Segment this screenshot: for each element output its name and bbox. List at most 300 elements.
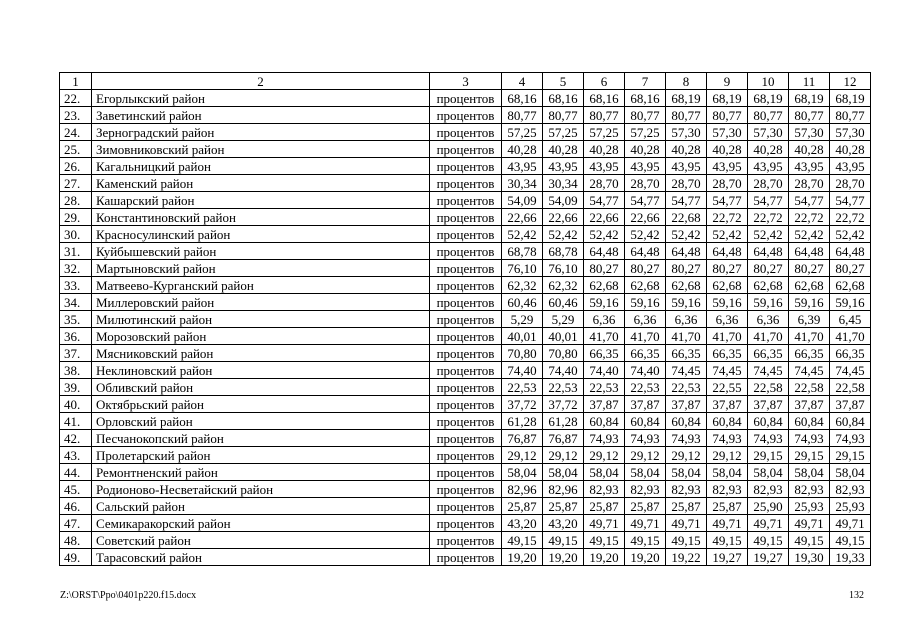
data-table: [59, 72, 871, 566]
value-cell: 52,42: [666, 226, 707, 243]
table-row: [60, 447, 871, 464]
value-cell: 52,42: [502, 226, 543, 243]
value-cell: 49,15: [830, 532, 871, 549]
value-cell: 22,72: [707, 209, 748, 226]
row-number-cell: 27.: [60, 175, 92, 192]
table-row: [60, 158, 871, 175]
row-number-cell: 46.: [60, 498, 92, 515]
header-cell: 3: [430, 73, 502, 90]
district-name-cell: Заветинский район: [92, 107, 430, 124]
value-cell: 66,35: [748, 345, 789, 362]
row-number-cell: 48.: [60, 532, 92, 549]
value-cell: 58,04: [584, 464, 625, 481]
row-number-cell: 25.: [60, 141, 92, 158]
district-name-cell: Родионово-Несветайский район: [92, 481, 430, 498]
value-cell: 41,70: [584, 328, 625, 345]
value-cell: 64,48: [789, 243, 830, 260]
unit-cell: процентов: [430, 379, 502, 396]
value-cell: 22,72: [830, 209, 871, 226]
district-name-cell: Кагальницкий район: [92, 158, 430, 175]
value-cell: 54,09: [502, 192, 543, 209]
value-cell: 59,16: [666, 294, 707, 311]
value-cell: 82,93: [748, 481, 789, 498]
row-number-cell: 37.: [60, 345, 92, 362]
value-cell: 41,70: [625, 328, 666, 345]
value-cell: 40,28: [707, 141, 748, 158]
value-cell: 58,04: [748, 464, 789, 481]
value-cell: 6,39: [789, 311, 830, 328]
value-cell: 60,46: [543, 294, 584, 311]
value-cell: 22,53: [625, 379, 666, 396]
value-cell: 28,70: [707, 175, 748, 192]
value-cell: 80,27: [584, 260, 625, 277]
value-cell: 58,04: [625, 464, 666, 481]
value-cell: 37,87: [666, 396, 707, 413]
row-number-cell: 33.: [60, 277, 92, 294]
district-name-cell: Сальский район: [92, 498, 430, 515]
value-cell: 40,28: [625, 141, 666, 158]
value-cell: 43,20: [543, 515, 584, 532]
row-number-cell: 22.: [60, 90, 92, 107]
row-number-cell: 24.: [60, 124, 92, 141]
unit-cell: процентов: [430, 549, 502, 566]
value-cell: 80,27: [707, 260, 748, 277]
value-cell: 41,70: [748, 328, 789, 345]
row-number-cell: 23.: [60, 107, 92, 124]
value-cell: 28,70: [584, 175, 625, 192]
row-number-cell: 30.: [60, 226, 92, 243]
value-cell: 74,93: [748, 430, 789, 447]
value-cell: 6,36: [748, 311, 789, 328]
value-cell: 66,35: [707, 345, 748, 362]
value-cell: 60,84: [584, 413, 625, 430]
value-cell: 40,01: [543, 328, 584, 345]
row-number-cell: 45.: [60, 481, 92, 498]
unit-cell: процентов: [430, 226, 502, 243]
value-cell: 80,27: [625, 260, 666, 277]
value-cell: 82,93: [830, 481, 871, 498]
value-cell: 80,27: [666, 260, 707, 277]
value-cell: 29,15: [789, 447, 830, 464]
district-name-cell: Орловский район: [92, 413, 430, 430]
value-cell: 25,90: [748, 498, 789, 515]
value-cell: 43,95: [707, 158, 748, 175]
unit-cell: процентов: [430, 396, 502, 413]
unit-cell: процентов: [430, 107, 502, 124]
value-cell: 37,87: [748, 396, 789, 413]
district-name-cell: Мартыновский район: [92, 260, 430, 277]
value-cell: 74,45: [748, 362, 789, 379]
value-cell: 25,87: [625, 498, 666, 515]
value-cell: 52,42: [625, 226, 666, 243]
value-cell: 52,42: [543, 226, 584, 243]
value-cell: 19,27: [707, 549, 748, 566]
value-cell: 68,19: [748, 90, 789, 107]
row-number-cell: 28.: [60, 192, 92, 209]
value-cell: 68,19: [789, 90, 830, 107]
unit-cell: процентов: [430, 90, 502, 107]
value-cell: 68,19: [830, 90, 871, 107]
value-cell: 37,72: [543, 396, 584, 413]
value-cell: 40,28: [502, 141, 543, 158]
row-number-cell: 32.: [60, 260, 92, 277]
value-cell: 66,35: [666, 345, 707, 362]
value-cell: 58,04: [502, 464, 543, 481]
value-cell: 57,30: [666, 124, 707, 141]
unit-cell: процентов: [430, 447, 502, 464]
value-cell: 74,93: [830, 430, 871, 447]
table-row: [60, 209, 871, 226]
value-cell: 41,70: [789, 328, 830, 345]
table-row: [60, 549, 871, 566]
table-row: [60, 481, 871, 498]
value-cell: 80,77: [789, 107, 830, 124]
value-cell: 66,35: [584, 345, 625, 362]
value-cell: 52,42: [789, 226, 830, 243]
value-cell: 52,42: [748, 226, 789, 243]
value-cell: 58,04: [666, 464, 707, 481]
row-number-cell: 29.: [60, 209, 92, 226]
value-cell: 52,42: [584, 226, 625, 243]
district-name-cell: Милютинский район: [92, 311, 430, 328]
table-row: [60, 379, 871, 396]
value-cell: 60,84: [707, 413, 748, 430]
value-cell: 59,16: [748, 294, 789, 311]
value-cell: 58,04: [543, 464, 584, 481]
value-cell: 22,53: [543, 379, 584, 396]
value-cell: 80,77: [707, 107, 748, 124]
unit-cell: процентов: [430, 209, 502, 226]
table-row: [60, 243, 871, 260]
district-name-cell: Пролетарский район: [92, 447, 430, 464]
value-cell: 80,77: [830, 107, 871, 124]
value-cell: 62,68: [625, 277, 666, 294]
value-cell: 57,25: [625, 124, 666, 141]
value-cell: 62,32: [502, 277, 543, 294]
value-cell: 59,16: [707, 294, 748, 311]
district-name-cell: Егорлыкский район: [92, 90, 430, 107]
value-cell: 40,28: [666, 141, 707, 158]
value-cell: 19,20: [584, 549, 625, 566]
header-cell: 6: [584, 73, 625, 90]
value-cell: 49,15: [543, 532, 584, 549]
value-cell: 43,20: [502, 515, 543, 532]
value-cell: 64,48: [748, 243, 789, 260]
row-number-cell: 38.: [60, 362, 92, 379]
value-cell: 60,46: [502, 294, 543, 311]
value-cell: 22,53: [584, 379, 625, 396]
value-cell: 57,30: [707, 124, 748, 141]
district-name-cell: Обливский район: [92, 379, 430, 396]
footer-file-path: Z:\ORST\Ppo\0401p220.f15.docx: [60, 590, 197, 601]
value-cell: 29,12: [502, 447, 543, 464]
value-cell: 29,15: [830, 447, 871, 464]
district-name-cell: Советский район: [92, 532, 430, 549]
value-cell: 68,16: [584, 90, 625, 107]
value-cell: 19,33: [830, 549, 871, 566]
value-cell: 40,28: [584, 141, 625, 158]
value-cell: 62,68: [789, 277, 830, 294]
table-row: [60, 294, 871, 311]
table-row: [60, 464, 871, 481]
value-cell: 76,87: [502, 430, 543, 447]
row-number-cell: 34.: [60, 294, 92, 311]
value-cell: 76,10: [502, 260, 543, 277]
value-cell: 43,95: [666, 158, 707, 175]
value-cell: 22,58: [789, 379, 830, 396]
value-cell: 54,77: [625, 192, 666, 209]
value-cell: 62,68: [666, 277, 707, 294]
row-number-cell: 35.: [60, 311, 92, 328]
value-cell: 60,84: [830, 413, 871, 430]
district-name-cell: Песчанокопский район: [92, 430, 430, 447]
unit-cell: процентов: [430, 124, 502, 141]
value-cell: 62,32: [543, 277, 584, 294]
value-cell: 25,87: [584, 498, 625, 515]
table-row: [60, 430, 871, 447]
value-cell: 68,16: [502, 90, 543, 107]
value-cell: 57,30: [830, 124, 871, 141]
value-cell: 22,72: [789, 209, 830, 226]
district-name-cell: Зимовниковский район: [92, 141, 430, 158]
value-cell: 68,19: [666, 90, 707, 107]
unit-cell: процентов: [430, 158, 502, 175]
value-cell: 59,16: [584, 294, 625, 311]
value-cell: 19,20: [543, 549, 584, 566]
value-cell: 40,01: [502, 328, 543, 345]
header-cell: 7: [625, 73, 666, 90]
unit-cell: процентов: [430, 192, 502, 209]
value-cell: 66,35: [789, 345, 830, 362]
value-cell: 54,77: [748, 192, 789, 209]
table-body: [60, 73, 871, 566]
value-cell: 82,93: [707, 481, 748, 498]
unit-cell: процентов: [430, 464, 502, 481]
table-row: [60, 175, 871, 192]
value-cell: 25,93: [830, 498, 871, 515]
value-cell: 59,16: [830, 294, 871, 311]
value-cell: 64,48: [625, 243, 666, 260]
value-cell: 62,68: [830, 277, 871, 294]
value-cell: 41,70: [830, 328, 871, 345]
value-cell: 62,68: [584, 277, 625, 294]
unit-cell: процентов: [430, 311, 502, 328]
value-cell: 22,53: [502, 379, 543, 396]
value-cell: 22,68: [666, 209, 707, 226]
value-cell: 82,93: [584, 481, 625, 498]
value-cell: 58,04: [707, 464, 748, 481]
table-row: [60, 413, 871, 430]
value-cell: 43,95: [748, 158, 789, 175]
value-cell: 6,45: [830, 311, 871, 328]
value-cell: 80,77: [584, 107, 625, 124]
unit-cell: процентов: [430, 515, 502, 532]
value-cell: 68,78: [543, 243, 584, 260]
unit-cell: процентов: [430, 345, 502, 362]
value-cell: 28,70: [748, 175, 789, 192]
value-cell: 19,20: [502, 549, 543, 566]
value-cell: 37,87: [584, 396, 625, 413]
value-cell: 80,27: [789, 260, 830, 277]
value-cell: 60,84: [748, 413, 789, 430]
district-name-cell: Тарасовский район: [92, 549, 430, 566]
value-cell: 49,71: [666, 515, 707, 532]
district-name-cell: Кашарский район: [92, 192, 430, 209]
value-cell: 40,28: [789, 141, 830, 158]
value-cell: 49,15: [502, 532, 543, 549]
district-name-cell: Миллеровский район: [92, 294, 430, 311]
value-cell: 40,28: [543, 141, 584, 158]
row-number-cell: 44.: [60, 464, 92, 481]
value-cell: 22,55: [707, 379, 748, 396]
value-cell: 68,78: [502, 243, 543, 260]
value-cell: 62,68: [748, 277, 789, 294]
value-cell: 74,45: [830, 362, 871, 379]
value-cell: 68,16: [543, 90, 584, 107]
value-cell: 25,87: [502, 498, 543, 515]
row-number-cell: 41.: [60, 413, 92, 430]
value-cell: 82,93: [625, 481, 666, 498]
value-cell: 76,87: [543, 430, 584, 447]
value-cell: 49,71: [830, 515, 871, 532]
value-cell: 54,77: [830, 192, 871, 209]
unit-cell: процентов: [430, 481, 502, 498]
value-cell: 5,29: [502, 311, 543, 328]
table-row: [60, 345, 871, 362]
header-cell: 9: [707, 73, 748, 90]
district-name-cell: Константиновский район: [92, 209, 430, 226]
value-cell: 6,36: [666, 311, 707, 328]
value-cell: 49,71: [584, 515, 625, 532]
unit-cell: процентов: [430, 277, 502, 294]
value-cell: 80,77: [502, 107, 543, 124]
value-cell: 74,93: [625, 430, 666, 447]
table-row: [60, 260, 871, 277]
value-cell: 49,15: [666, 532, 707, 549]
row-number-cell: 49.: [60, 549, 92, 566]
value-cell: 58,04: [789, 464, 830, 481]
value-cell: 49,71: [625, 515, 666, 532]
value-cell: 37,87: [707, 396, 748, 413]
value-cell: 74,45: [789, 362, 830, 379]
district-name-cell: Куйбышевский район: [92, 243, 430, 260]
value-cell: 76,10: [543, 260, 584, 277]
value-cell: 74,93: [584, 430, 625, 447]
value-cell: 6,36: [707, 311, 748, 328]
value-cell: 19,20: [625, 549, 666, 566]
value-cell: 40,28: [748, 141, 789, 158]
value-cell: 64,48: [666, 243, 707, 260]
value-cell: 58,04: [830, 464, 871, 481]
header-cell: 5: [543, 73, 584, 90]
value-cell: 66,35: [830, 345, 871, 362]
value-cell: 29,12: [625, 447, 666, 464]
value-cell: 43,95: [789, 158, 830, 175]
value-cell: 29,12: [543, 447, 584, 464]
value-cell: 82,96: [543, 481, 584, 498]
value-cell: 80,27: [830, 260, 871, 277]
table-row: [60, 141, 871, 158]
row-number-cell: 40.: [60, 396, 92, 413]
row-number-cell: 26.: [60, 158, 92, 175]
value-cell: 22,66: [584, 209, 625, 226]
value-cell: 54,77: [584, 192, 625, 209]
value-cell: 49,15: [707, 532, 748, 549]
unit-cell: процентов: [430, 175, 502, 192]
unit-cell: процентов: [430, 328, 502, 345]
table-row: [60, 311, 871, 328]
value-cell: 22,53: [666, 379, 707, 396]
value-cell: 57,30: [748, 124, 789, 141]
district-name-cell: Семикаракорский район: [92, 515, 430, 532]
value-cell: 74,40: [625, 362, 666, 379]
value-cell: 54,09: [543, 192, 584, 209]
unit-cell: процентов: [430, 294, 502, 311]
value-cell: 68,19: [707, 90, 748, 107]
value-cell: 22,72: [748, 209, 789, 226]
table-row: [60, 192, 871, 209]
value-cell: 30,34: [502, 175, 543, 192]
row-number-cell: 39.: [60, 379, 92, 396]
value-cell: 60,84: [625, 413, 666, 430]
value-cell: 22,66: [543, 209, 584, 226]
value-cell: 52,42: [830, 226, 871, 243]
district-name-cell: Ремонтненский район: [92, 464, 430, 481]
district-name-cell: Неклиновский район: [92, 362, 430, 379]
value-cell: 28,70: [830, 175, 871, 192]
value-cell: 41,70: [666, 328, 707, 345]
value-cell: 5,29: [543, 311, 584, 328]
header-cell: 12: [830, 73, 871, 90]
value-cell: 29,12: [666, 447, 707, 464]
value-cell: 70,80: [502, 345, 543, 362]
value-cell: 19,30: [789, 549, 830, 566]
row-number-cell: 43.: [60, 447, 92, 464]
value-cell: 70,80: [543, 345, 584, 362]
value-cell: 49,15: [789, 532, 830, 549]
unit-cell: процентов: [430, 141, 502, 158]
unit-cell: процентов: [430, 243, 502, 260]
district-name-cell: Морозовский район: [92, 328, 430, 345]
value-cell: 29,12: [584, 447, 625, 464]
value-cell: 37,87: [830, 396, 871, 413]
value-cell: 57,25: [543, 124, 584, 141]
value-cell: 57,25: [502, 124, 543, 141]
value-cell: 29,12: [707, 447, 748, 464]
value-cell: 52,42: [707, 226, 748, 243]
value-cell: 74,45: [666, 362, 707, 379]
value-cell: 22,58: [830, 379, 871, 396]
row-number-cell: 42.: [60, 430, 92, 447]
table-row: [60, 277, 871, 294]
value-cell: 64,48: [830, 243, 871, 260]
value-cell: 61,28: [502, 413, 543, 430]
header-cell: 4: [502, 73, 543, 90]
table-header-row: [60, 73, 871, 90]
value-cell: 62,68: [707, 277, 748, 294]
value-cell: 54,77: [789, 192, 830, 209]
table-row: [60, 328, 871, 345]
header-cell: 2: [92, 73, 430, 90]
district-name-cell: Красносулинский район: [92, 226, 430, 243]
value-cell: 49,15: [584, 532, 625, 549]
value-cell: 43,95: [543, 158, 584, 175]
table-row: [60, 532, 871, 549]
value-cell: 28,70: [625, 175, 666, 192]
footer-page-number: 132: [849, 590, 864, 601]
value-cell: 80,77: [543, 107, 584, 124]
value-cell: 43,95: [830, 158, 871, 175]
